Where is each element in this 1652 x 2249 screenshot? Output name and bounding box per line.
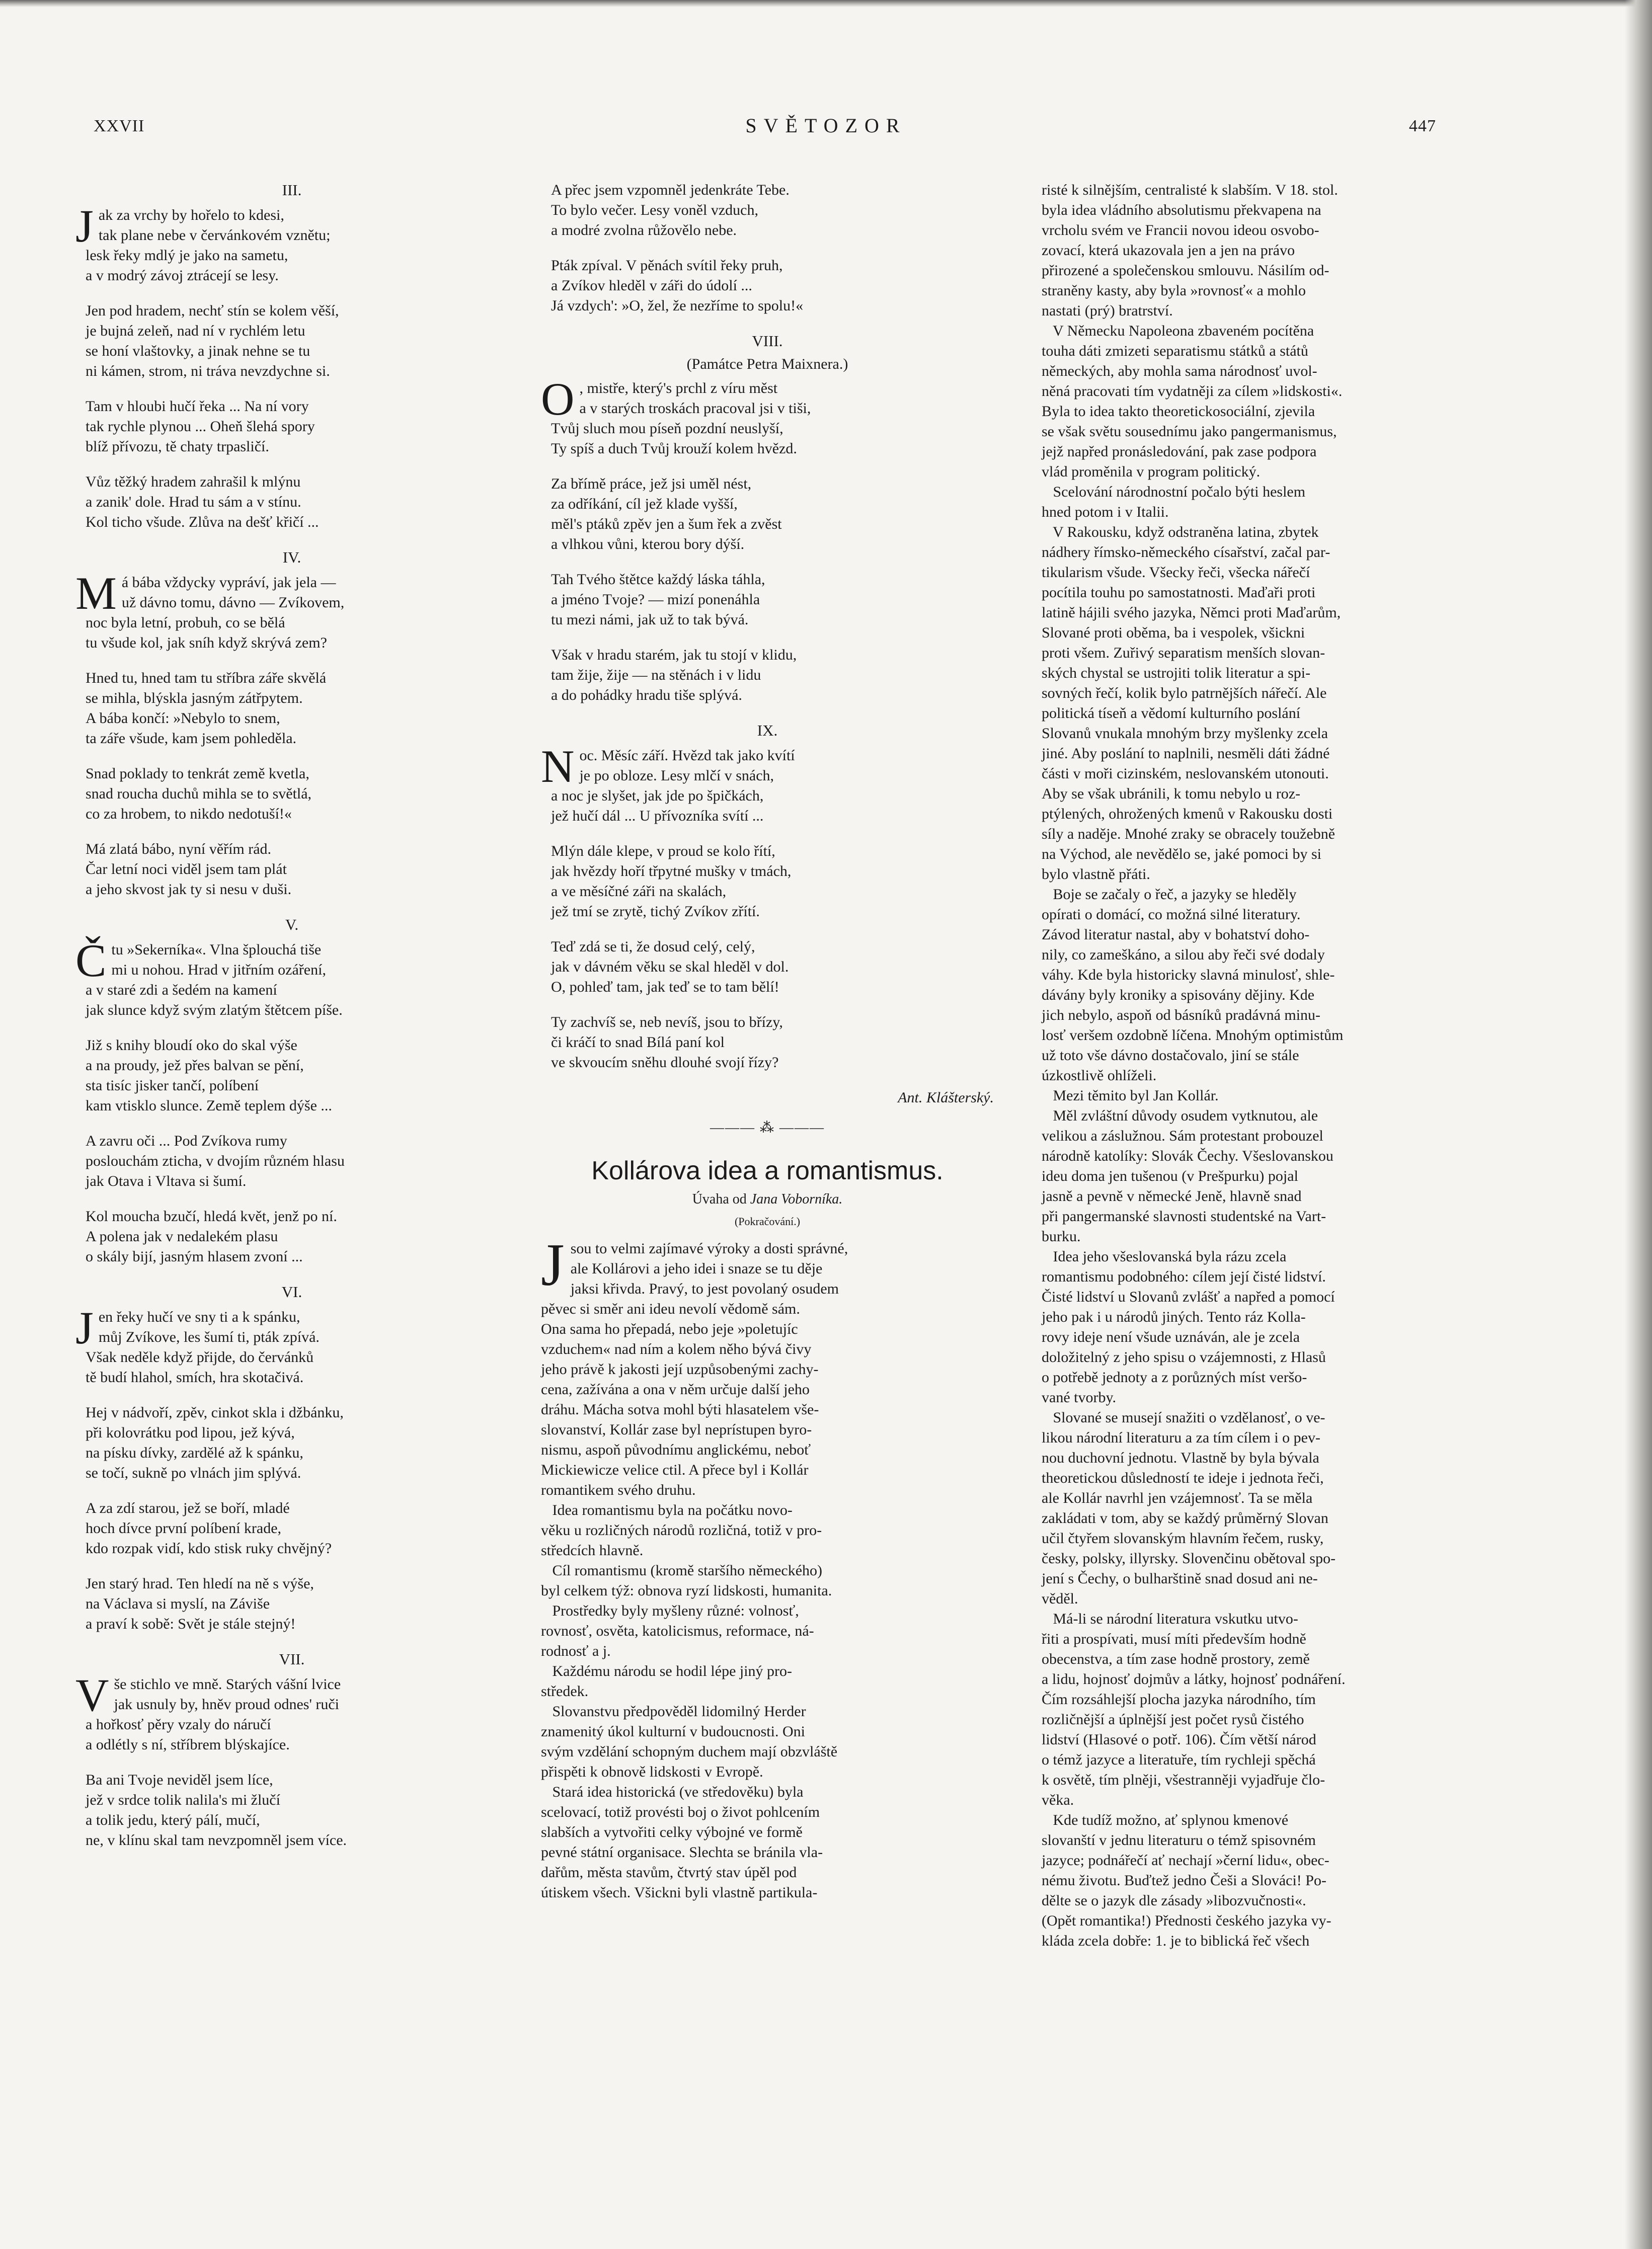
article-line: romantismu podobného: cílem její čisté lidství. bbox=[1042, 1268, 1326, 1285]
article-line: jeho pak i u národů jiných. Tento ráz Kolla- bbox=[1042, 1309, 1306, 1325]
poem-line: Má zlatá bábo, nyní věřím rád. bbox=[86, 841, 272, 857]
poem-stanza bbox=[86, 1574, 508, 1634]
poem-line: či kráčí to snad Bílá paní kol bbox=[551, 1034, 725, 1051]
article-line: jeho právě k jakosti její uzpůsobenými zachy- bbox=[541, 1361, 819, 1378]
poem-line: a modré zvolna růžovělo nebe. bbox=[551, 222, 737, 238]
article-line: bylo vlastně přáti. bbox=[1042, 866, 1150, 882]
poem-stanza bbox=[86, 472, 508, 532]
article-line: lidství (Hlasové o potř. 106). Čím větší národ bbox=[1042, 1731, 1316, 1748]
poem-signature: Ant. Klášterský. bbox=[898, 1089, 994, 1106]
poem-line: o skály bijí, jasným hlasem zvoní ... bbox=[86, 1248, 303, 1265]
drop-capital: M bbox=[75, 568, 117, 619]
article-line: byla idea vládního absolutismu překvapena na bbox=[1042, 202, 1321, 218]
poem-line: sta tisíc jisker tančí, políbení bbox=[86, 1077, 259, 1094]
poem-line: je bujná zeleň, nad ní v rychlém letu bbox=[86, 323, 305, 339]
article-line: váhy. Kde byla historicky slavná minulosť, shle- bbox=[1042, 967, 1335, 983]
poem-stanza bbox=[551, 937, 994, 997]
poem-stanza bbox=[86, 1131, 508, 1191]
poem-line: tak plane nebe v červánkovém vznětu; bbox=[98, 227, 331, 244]
poem-line: jak usnuly by, hněv proud odnes' ruči bbox=[114, 1696, 340, 1713]
poem-stanza bbox=[551, 474, 994, 554]
article-line: slovanští v jednu literaturu o témž spisovném bbox=[1042, 1832, 1316, 1849]
article-line: jejž napřed pronásledování, pak zase podpora bbox=[1042, 443, 1317, 460]
article-line: dařům, města stavům, čtvrtý stav úpěl pod bbox=[541, 1864, 797, 1881]
article-line: (Opět romantika!) Přednosti českého jazyka vy- bbox=[1042, 1912, 1331, 1929]
poem-line: a praví k sobě: Svět je stále stejný! bbox=[86, 1616, 296, 1632]
ornament-divider: ——— ⁂ ——— bbox=[710, 1120, 825, 1136]
poem-line: se honí vlaštovky, a jinak nehne se tu bbox=[86, 343, 310, 359]
article-line: rovy ideje není všude uznáván, ale je zcela bbox=[1042, 1329, 1300, 1345]
poem-stanza bbox=[86, 1035, 508, 1116]
drop-capital: J bbox=[541, 1231, 565, 1298]
article-line: likou národní literaturu a za tím cílem i o pev- bbox=[1042, 1429, 1320, 1446]
section-number: VII. bbox=[279, 1650, 305, 1668]
poem-line: Tvůj sluch mou píseň pozdní neuslyší, bbox=[551, 420, 783, 437]
article-line: ských chystal se ustrojiti tolik literatur a spi- bbox=[1042, 665, 1311, 681]
article-line: Má-li se národní literatura vskutku utvo- bbox=[1042, 1611, 1298, 1627]
poem-line: a do pohádky hradu tiše splývá. bbox=[551, 687, 742, 703]
section-number: III. bbox=[282, 181, 302, 199]
article-line: Mezi těmito byl Jan Kollár. bbox=[1042, 1087, 1219, 1104]
poem-stanza bbox=[551, 1012, 994, 1073]
column-middle bbox=[541, 180, 994, 1903]
poem-line: Však v hradu starém, jak tu stojí v klidu, bbox=[551, 647, 797, 663]
article-line: hned potom i v Italii. bbox=[1042, 504, 1169, 520]
poem-stanza bbox=[551, 180, 994, 240]
article-line: něná pracovati tím vydatněji za cílem »lidskosti«. bbox=[1042, 383, 1343, 399]
poem-line: Ty zachvíš se, neb nevíš, jsou to břízy, bbox=[551, 1014, 783, 1030]
poem-line: Já vzdych': »O, žel, že nezříme to spolu!« bbox=[551, 297, 804, 314]
poem-line: Čar letní noci viděl jsem tam plát bbox=[86, 861, 287, 877]
article-line: Byla to idea takto theoretickosociální, zjevila bbox=[1042, 403, 1315, 420]
poem-line: Vůz těžký hradem zahrašil k mlýnu bbox=[86, 473, 301, 490]
poem-line: lesk řeky mdlý je jako na sametu, bbox=[86, 247, 288, 264]
magazine-title: SVĚTOZOR bbox=[745, 114, 907, 137]
poem-line: , mistře, který's prchl z víru měst bbox=[579, 380, 778, 396]
article-line: theoretickou důsledností te ideje i jednota řeči, bbox=[1042, 1470, 1324, 1486]
article-line: losť veršem ozdobně líčena. Mnohým optimistům bbox=[1042, 1027, 1344, 1043]
poem-line: Jen pod hradem, nechť stín se kolem věší, bbox=[86, 302, 339, 319]
poem-line: Hej v nádvoří, zpěv, cinkot skla i džbánku, bbox=[86, 1404, 344, 1421]
article-line: vrcholu svém ve Francii novou ideou osvobo- bbox=[1042, 222, 1319, 238]
article-line: se však světu sousednímu jako pangermanismus, bbox=[1042, 423, 1337, 440]
poem-line: oc. Měsíc září. Hvězd tak jako kvítí bbox=[579, 747, 795, 764]
poem-stanza bbox=[551, 645, 994, 705]
poem-line: Kol moucha bzučí, hledá květ, jenž po ní. bbox=[86, 1208, 337, 1225]
poem-line: za odříkání, cíl jež klade vyšší, bbox=[551, 496, 738, 512]
poem-line: a hořkosť pěry vzaly do náručí bbox=[86, 1716, 271, 1733]
drop-capital: V bbox=[75, 1669, 109, 1721]
article-line: latině hájili svého jazyka, Němci proti Maďarům, bbox=[1042, 604, 1341, 621]
drop-capital: N bbox=[541, 741, 575, 792]
poem-stanza bbox=[86, 1207, 508, 1267]
poem-stanza bbox=[86, 301, 508, 381]
poem-line: a odlétly s ní, stříbrem blýskajíce. bbox=[86, 1736, 290, 1753]
article-line: jiné. Aby poslání to naplnili, nesměli dáti žádné bbox=[1042, 745, 1330, 762]
poem-stanza bbox=[86, 764, 508, 824]
poem-line: blíž přívozu, tě chaty trpasličí. bbox=[86, 438, 269, 455]
poem-line: můj Zvíkove, les šumí ti, pták zpívá. bbox=[98, 1329, 320, 1345]
article-line: jazyce; podnářečí ať nechají »černí lidu«, obec- bbox=[1042, 1852, 1329, 1869]
article-line: obecenstva, a tím zase hodně prostory, země bbox=[1042, 1651, 1310, 1667]
article-line: přispěti k obnově lidskosti v Evropě. bbox=[541, 1763, 763, 1780]
article-line: a lidu, hojnosť dojmův a látky, hojnosť podnáření. bbox=[1042, 1671, 1346, 1688]
article-line: vané tvorby. bbox=[1042, 1389, 1117, 1406]
poem-line: jak slunce když svým zlatým štětcem píše. bbox=[86, 1002, 343, 1018]
article-line: česky, polsky, illyrsky. Slovenčinu obětoval spo- bbox=[1042, 1550, 1336, 1567]
article-line: doložitelný z jeho spisu o vzájemnosti, z Hlasů bbox=[1042, 1349, 1326, 1366]
article-line: touha dáti zmizeti separatismu státků a států bbox=[1042, 343, 1308, 359]
poem-line: A za zdí starou, jež se boří, mladé bbox=[86, 1500, 290, 1516]
article-line: Slované proti oběma, ba i vespolek, všickni bbox=[1042, 624, 1305, 641]
poem-line: ve skvoucím sněhu dlouhé svojí řízy? bbox=[551, 1054, 779, 1071]
article-line: národně katolíky: Slovák Čechy. Všeslovanskou bbox=[1042, 1148, 1333, 1164]
poem-line: se točí, sukně po vlnách jim splývá. bbox=[86, 1465, 301, 1481]
poem-line: tak rychle plynou ... Oheň šlehá spory bbox=[86, 418, 315, 435]
article-line: rovnosť, osvěta, katolicismus, reformace, ná- bbox=[541, 1623, 814, 1639]
poem-line: Ba ani Tvoje neviděl jsem líce, bbox=[86, 1772, 273, 1788]
article-line: jení s Čechy, o bulharštině snad dosud ani ne- bbox=[1042, 1570, 1318, 1587]
poem-line: ne, v klínu skal tam nevzpomněl jsem více. bbox=[86, 1832, 347, 1849]
poem-stanza bbox=[541, 741, 994, 826]
poem-line: a v modrý závoj ztrácejí se lesy. bbox=[86, 267, 279, 284]
article-line: Aby se však ubránili, k tomu nebylo u roz- bbox=[1042, 785, 1301, 802]
poem-stanza bbox=[551, 570, 994, 630]
poem-line: jež hučí dál ... U přívozníka svítí ... bbox=[551, 808, 764, 824]
article-line: řiti a prospívati, musí míti především hodně bbox=[1042, 1631, 1306, 1647]
article-line: opírati o domácí, co možná silné literatury. bbox=[1042, 906, 1301, 923]
article-line: zakládati v tom, aby se každý průměrný Slovan bbox=[1042, 1510, 1328, 1527]
article-line: věka. bbox=[1042, 1792, 1074, 1808]
poem-line: Ty spíš a duch Tvůj krouží kolem hvězd. bbox=[551, 440, 797, 457]
section-number: IV. bbox=[282, 548, 301, 566]
article-line: svým vzdělání schopným duchem mají obzvláště bbox=[541, 1743, 838, 1760]
article-line: na Východ, ale nevědělo se, jaké pomoci by si bbox=[1042, 846, 1321, 862]
poem-line: Mlýn dále klepe, v proud se kolo řítí, bbox=[551, 843, 775, 859]
article-line: Měl zvláštní důvody osudem vytknutou, ale bbox=[1042, 1107, 1318, 1124]
article-line: tikularism všude. Všecky řeči, všecka nářečí bbox=[1042, 564, 1310, 581]
article-line: středcích hlavně. bbox=[541, 1542, 644, 1559]
article-line: Slované se musejí snažiti o vzdělanosť, o ve- bbox=[1042, 1409, 1325, 1426]
poem-line: A přec jsem vzpomněl jedenkráte Tebe. bbox=[551, 182, 790, 198]
drop-capital: O bbox=[541, 373, 575, 425]
poem-line: hoch dívce první políbení krade, bbox=[86, 1520, 282, 1537]
poem-line: A zavru oči ... Pod Zvíkova rumy bbox=[86, 1133, 287, 1149]
page-number: 447 bbox=[1409, 117, 1436, 135]
poem-line: tu všude kol, jak sníh když skrývá zem? bbox=[86, 634, 327, 651]
poem-line: jež v srdce tolik nalila's mi žlučí bbox=[86, 1792, 280, 1808]
poem-line: se mihla, blýskla jasným zátřpytem. bbox=[86, 690, 303, 706]
article-line: Čím rozsáhlejší plocha jazyka národního, tím bbox=[1042, 1691, 1316, 1708]
poem-line: jak Otava i Vltava si šumí. bbox=[86, 1173, 247, 1189]
poem-line: mi u nohou. Hrad v jitřním ozáření, bbox=[111, 961, 326, 978]
poem-line: ta záře všude, kam jsem pohleděla. bbox=[86, 730, 297, 747]
poem-line: a zanik' dole. Hrad tu sám a v stínu. bbox=[86, 494, 301, 510]
article-line: Závod literatur nastal, aby v bohatství doho- bbox=[1042, 926, 1310, 943]
article-line: Boje se začaly o řeč, a jazyky se hleděly bbox=[1042, 886, 1297, 903]
article-line: Scelování národnostní počalo býti heslem bbox=[1042, 484, 1306, 500]
poem-line: Za břímě práce, jež jsi uměl nést, bbox=[551, 475, 752, 492]
poem-stanza bbox=[75, 200, 508, 286]
article-line: Ona sama ho přepadá, nebo jeje »poletujíc bbox=[541, 1321, 798, 1337]
article-line: Slovanstvu předpověděl lidomilný Herder bbox=[541, 1703, 806, 1720]
poem-line: při kolovrátku pod lipou, jež kývá, bbox=[86, 1424, 295, 1441]
poem-line: Však neděle když přijde, do červánků bbox=[86, 1349, 314, 1366]
poem-line: měl's ptáků zpěv jen a šum řek a zvěst bbox=[551, 516, 782, 532]
scan-right-edge bbox=[1625, 0, 1652, 2249]
poem-line: snad roucha duchů mihla se to světlá, bbox=[86, 785, 312, 802]
byline-prefix: Úvaha od bbox=[692, 1191, 747, 1207]
article-line: kláda zcela dobře: 1. je to biblická řeč všech bbox=[1042, 1933, 1310, 1949]
article-line: Idea jeho všeslovanská byla rázu zcela bbox=[1042, 1248, 1287, 1265]
poem-line: jak hvězdy hoří třpytné mušky v tmách, bbox=[551, 863, 792, 879]
article-line: nádhery římsko-německého císařství, začal par- bbox=[1042, 544, 1330, 560]
volume-number: XXVII bbox=[94, 117, 145, 135]
poem-stanza bbox=[541, 373, 994, 459]
drop-capital: J bbox=[75, 200, 94, 252]
article-line: nou duchovní jednotu. Vlastně by byla bývala bbox=[1042, 1450, 1319, 1466]
article-line: Cíl romantismu (kromě staršího německého) bbox=[541, 1562, 823, 1579]
article-line: V Německu Napoleona zbaveném pocítěna bbox=[1042, 323, 1314, 339]
article-line: ptýlených, ohrožených kmenů v Rakousku dosti bbox=[1042, 806, 1333, 822]
article-line: pevné státní organisace. Slechta se bránila vla- bbox=[541, 1844, 823, 1861]
byline-author: Jana Voborníka. bbox=[750, 1191, 843, 1207]
poem-line: a vlhkou vůni, kterou bory dýší. bbox=[551, 536, 745, 552]
article-line: jasně a pevně v německé Jeně, hlavně snad bbox=[1042, 1188, 1302, 1204]
section-number: VI. bbox=[281, 1283, 302, 1301]
article-line: jich nebylo, aspoň od básníků pradávná minu- bbox=[1042, 1007, 1321, 1023]
article-line: scelovací, totiž provésti boj o život pohlcením bbox=[541, 1804, 820, 1820]
poem-line: en řeky hučí ve sny ti a k spánku, bbox=[98, 1309, 300, 1325]
poem-line: už dávno tomu, dávno — Zvíkovem, bbox=[121, 594, 345, 611]
article-body bbox=[541, 1231, 994, 1903]
poem-line: Teď zdá se ti, že dosud celý, celý, bbox=[551, 938, 755, 955]
poem-line: Hned tu, hned tam tu stříbra záře skvělá bbox=[86, 670, 327, 686]
article-line: V Rakousku, když odstraněna latina, zbytek bbox=[1042, 524, 1319, 540]
poem-stanza bbox=[551, 256, 994, 316]
article-line: byl celkem týž: obnova ryzí lidskosti, humanita. bbox=[541, 1582, 832, 1599]
article-line: pocítila touhu po samostatnosti. Maďaři proti bbox=[1042, 584, 1316, 601]
poem-line: a v starých troskách pracoval jsi v tiši, bbox=[579, 400, 811, 417]
article-line: slabších a vytvořiti celky výbojné ve formě bbox=[541, 1824, 803, 1840]
article-line: věku u rozličných národů rozličná, totiž v pro- bbox=[541, 1522, 822, 1539]
article-line: už toto vše dávno dostačovalo, jiní se stále bbox=[1042, 1047, 1299, 1064]
article-byline bbox=[541, 1189, 994, 1210]
poem-line: tě budí hlahol, smích, hra skotačivá. bbox=[86, 1369, 304, 1386]
article-line: přirozené a společenskou smlouvu. Násilím od- bbox=[1042, 262, 1329, 279]
article-line: romantikem svého druhu. bbox=[541, 1482, 696, 1498]
poem-line: noc byla letní, probuh, co se bělá bbox=[86, 614, 285, 631]
article-title: Kollárova idea a romantismus. bbox=[591, 1156, 943, 1185]
article-line: věděl. bbox=[1042, 1590, 1078, 1607]
article-line: cena, zažívána a ona v něm určuje další jeho bbox=[541, 1381, 810, 1398]
poem-line: a ve měsíčné záři na skalách, bbox=[551, 883, 727, 900]
article-line: útiskem všech. Všickni byli vlastně partikula- bbox=[541, 1884, 818, 1901]
poem-line: Již s knihy bloudí oko do skal výše bbox=[86, 1037, 297, 1054]
article-line: Stará idea historická (ve středověku) byla bbox=[541, 1784, 804, 1800]
scan-top-edge bbox=[0, 0, 1652, 7]
article-line: pěvec si směr ani ideu nevolí vědomě sám. bbox=[541, 1301, 800, 1317]
article-line: dráhu. Mácha sotva mohl býti hlasatelem vše- bbox=[541, 1401, 819, 1418]
article-line: Idea romantismu byla na počátku novo- bbox=[541, 1502, 793, 1518]
article-line: Slovanů vnukala mnohým brzy myšlenky zcela bbox=[1042, 725, 1328, 742]
poem-line: tam žije, žije — na stěnách i v lidu bbox=[551, 667, 761, 683]
poem-stanza bbox=[86, 839, 508, 900]
poem-line: a jméno Tvoje? — mizí ponenáhla bbox=[551, 591, 760, 608]
poem-line: a v staré zdi a šedém na kamení bbox=[86, 982, 277, 998]
poem-stanza bbox=[86, 1770, 508, 1851]
poem-line: Jen starý hrad. Ten hledí na ně s výše, bbox=[86, 1575, 314, 1592]
dedication: (Památce Petra Maixnera.) bbox=[686, 356, 848, 372]
article-line: politická tíseň a vědomí kulturního poslání bbox=[1042, 705, 1301, 721]
poem-stanza bbox=[551, 841, 994, 922]
article-line: risté k silnějším, centralisté k slabším. V 18. stol. bbox=[1042, 182, 1338, 198]
poem-stanza bbox=[75, 935, 508, 1020]
poem-line: a na proudy, jež přes balvan se pění, bbox=[86, 1057, 304, 1074]
article-line: nému životu. Buďtež jedno Češi a Slováci! Po- bbox=[1042, 1872, 1326, 1889]
article-line: úzkostlivě ohlíželi. bbox=[1042, 1067, 1157, 1084]
poem-stanza bbox=[86, 668, 508, 749]
article-line: německých, aby mohla sama národnosť uvol- bbox=[1042, 363, 1317, 379]
poem-line: ak za vrchy by hořelo to kdesi, bbox=[98, 207, 284, 223]
drop-capital: J bbox=[75, 1302, 94, 1353]
poem-stanza bbox=[75, 1302, 508, 1388]
poem-line: O, pohleď tam, jak teď se to tam bělí! bbox=[551, 979, 779, 995]
section-number: VIII. bbox=[752, 332, 783, 350]
article-line: ale Kollárovi a jeho idei i snaze se tu děje bbox=[570, 1260, 823, 1277]
poem-line: na Václava si myslí, na Záviše bbox=[86, 1595, 270, 1612]
poem-line: a jeho skvost jak ty si nesu v duši. bbox=[86, 881, 292, 898]
poem-stanza bbox=[86, 1403, 508, 1483]
article-line: nily, co zameškáno, a silou aby řeči své dodaly bbox=[1042, 946, 1325, 963]
poem-line: A polena jak v nedalekém plasu bbox=[86, 1228, 278, 1245]
poem-line: kdo rozpak vidí, kdo stisk ruky chvějný? bbox=[86, 1540, 332, 1557]
article-line: vlád proměnila v program politický. bbox=[1042, 463, 1261, 480]
poem-line: To bylo večer. Lesy voněl vzduch, bbox=[551, 202, 758, 218]
section-number: IX. bbox=[757, 721, 778, 739]
poem-line: Tam v hloubi hučí řeka ... Na ní vory bbox=[86, 398, 309, 415]
continuation-note: (Pokračování.) bbox=[734, 1215, 801, 1228]
poem-line: še stichlo ve mně. Starých vášní lvice bbox=[114, 1676, 341, 1693]
poem-line: Snad poklady to tenkrát země kvetla, bbox=[86, 765, 309, 782]
poem-line: jak v dávném věku se skal hleděl v dol. bbox=[551, 958, 789, 975]
poem-line: tu mezi námi, jak už to tak bývá. bbox=[551, 611, 749, 628]
article-line: rozličnější a úplnější jest počet rysů čistého bbox=[1042, 1711, 1304, 1728]
poem-line: poslouchám zticha, v dvojím různém hlasu bbox=[86, 1153, 345, 1169]
article-line: síly a naděje. Mnohé zraky se obracely toužebně bbox=[1042, 826, 1335, 842]
poem-line: a Zvíkov hleděl v záři do údolí ... bbox=[551, 277, 752, 294]
article-line: vzduchem« nad ním a kolem něho bývá čivy bbox=[541, 1341, 812, 1357]
article-line: Čisté lidství u Slovanů zvlášť a napřed a pomocí bbox=[1042, 1289, 1335, 1305]
article-line: Mickiewicze velice ctil. A přece byl i Kollár bbox=[541, 1462, 809, 1478]
article-line: při pangermanské slavnosti studentské na Vart- bbox=[1042, 1208, 1326, 1225]
column-right-essay bbox=[1042, 180, 1484, 1951]
poem-line: kam vtisklo slunce. Země teplem dýše ... bbox=[86, 1097, 332, 1114]
poem-line: Tah Tvého štětce každý láska táhla, bbox=[551, 571, 765, 588]
drop-capital: Č bbox=[75, 935, 107, 986]
article-line: straněny kasty, aby byla »rovnosť« a mohlo bbox=[1042, 282, 1306, 299]
poem-stanza bbox=[86, 1498, 508, 1559]
article-line: Každému národu se hodil lépe jiný pro- bbox=[541, 1663, 793, 1679]
poem-line: a tolik jedu, který pálí, mučí, bbox=[86, 1812, 260, 1828]
article-line: o potřebě jednoty a z porůzných míst veršo- bbox=[1042, 1369, 1307, 1386]
poem-line: co za hrobem, to nikdo nedotuší!« bbox=[86, 806, 292, 822]
poem-line: á bába vždycky vypráví, jak jela — bbox=[121, 574, 336, 591]
article-line: jaksi křivda. Pravý, to jest povolaný osudem bbox=[570, 1280, 839, 1297]
article-line: rodnosť a j. bbox=[541, 1643, 611, 1659]
section-number: V. bbox=[285, 916, 299, 933]
poem-line: jež tmí se zrytě, tichý Zvíkov zřítí. bbox=[551, 903, 760, 920]
article-line: burku. bbox=[1042, 1228, 1081, 1245]
poem-line: Pták zpíval. V pěnách svítil řeky pruh, bbox=[551, 257, 783, 274]
article-line: nastati (prý) bratrství. bbox=[1042, 302, 1173, 319]
article-line: k osvětě, tím plněji, všestranněji vyjadřuje člo- bbox=[1042, 1772, 1325, 1788]
article-line: sou to velmi zajímavé výroky a dosti správné, bbox=[570, 1240, 848, 1257]
article-line: ideu doma jen tušenou (v Prešpurku) pojal bbox=[1042, 1168, 1298, 1184]
article-line: nismu, aspoň původnímu anglickému, neboť bbox=[541, 1441, 811, 1458]
article-line: o témž jazyce a literatuře, tím rychleji spěchá bbox=[1042, 1751, 1316, 1768]
article-line: sovných řečí, kolik bylo patrnějších nářečí. Ale bbox=[1042, 685, 1327, 701]
article-line: slovanství, Kollár zase byl neprístupen byro- bbox=[541, 1421, 812, 1438]
article-line: proti všem. Zuřivý separatism menších slovan- bbox=[1042, 645, 1325, 661]
poem-line: Kol ticho všude. Zlůva na dešť křičí ... bbox=[86, 514, 319, 530]
column-left-poem bbox=[75, 180, 508, 1866]
article-line: učil čtyřem slovanským hlavním řečem, rusky, bbox=[1042, 1530, 1324, 1547]
article-body-continued bbox=[1042, 180, 1484, 1951]
article-line: zovací, která ukazovala jen a jen na právo bbox=[1042, 242, 1295, 259]
article-line: dávány byly kroniky a spisovány dějiny. Kde bbox=[1042, 987, 1315, 1003]
article-line: středek. bbox=[541, 1683, 589, 1700]
poem-line: ni kámen, strom, ni tráva nevzdychne si. bbox=[86, 363, 330, 379]
article-line: znamenitý úkol kulturní v budoucnosti. Oni bbox=[541, 1723, 805, 1740]
poem-line: je po obloze. Lesy mlčí v snách, bbox=[579, 767, 774, 784]
article-line: ale Kollár navrhl jen vzájemnosť. Ta se měla bbox=[1042, 1490, 1313, 1506]
poem-line: na písku dívky, zardělé až k spánku, bbox=[86, 1444, 303, 1461]
poem-stanza bbox=[86, 396, 508, 457]
article-line: dělte se o jazyk dle zásady »libozvučnosti«. bbox=[1042, 1892, 1306, 1909]
poem-stanza bbox=[75, 568, 508, 653]
article-line: velikou a záslužnou. Sám protestant probouzel bbox=[1042, 1128, 1323, 1144]
poem-line: A bába končí: »Nebylo to snem, bbox=[86, 710, 280, 727]
article-line: Kde tudíž možno, ať splynou kmenové bbox=[1042, 1812, 1289, 1828]
article-line: Prostředky byly myšleny různé: volnosť, bbox=[541, 1602, 799, 1619]
poem-line: a noc je slyšet, jak jde po špičkách, bbox=[551, 787, 764, 804]
poem-line: tu »Sekerníka«. Vlna šplouchá tiše bbox=[111, 941, 322, 958]
article-line: části v moři cizinském, neslovanském utonouti. bbox=[1042, 765, 1329, 782]
poem-stanza bbox=[75, 1669, 508, 1755]
